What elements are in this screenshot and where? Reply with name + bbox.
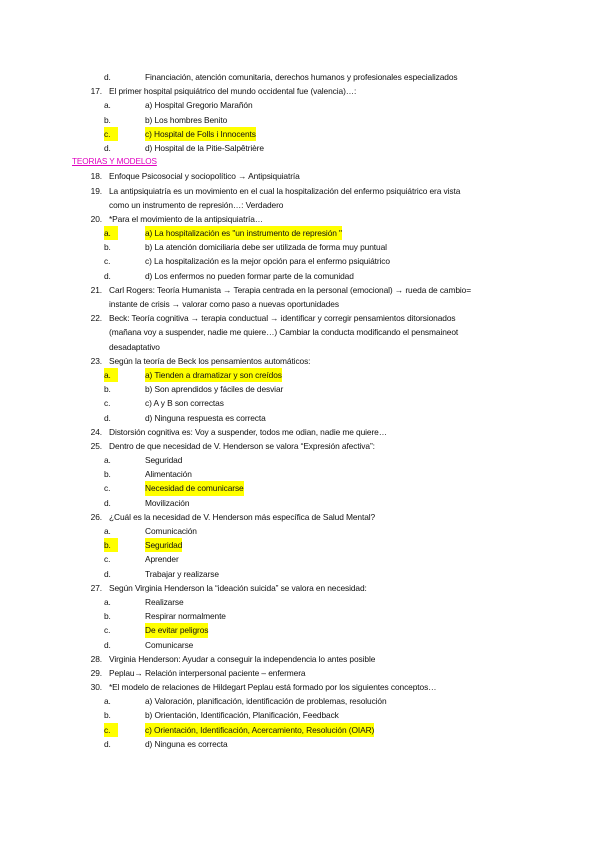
highlighted-answer-text: a) La hospitalización es "un instrumento de represión " — [145, 226, 342, 240]
list-marker: b. — [104, 114, 111, 125]
list-marker: a. — [104, 100, 111, 111]
line-text: Carl Rogers: Teoría Humanista → Terapia centrada en la personal (emocional) → rueda de cambio= — [109, 284, 472, 295]
list-marker: d. — [104, 639, 111, 650]
line-text: Comunicación — [145, 526, 197, 536]
list-marker: c. — [104, 127, 118, 141]
line-text: TEORIAS Y MODELOS — [72, 157, 157, 167]
list-marker: 20. — [90, 213, 102, 224]
answer-option — [0, 723, 600, 737]
list-marker: b. — [104, 384, 111, 395]
line-text: (mañana voy a suspender, nadie me quiere…) Cambiar la conducta modificando el pensmaineot — [109, 327, 459, 338]
answer-option — [0, 638, 600, 652]
answer-option — [0, 467, 600, 481]
line-text: Según la teoría de Beck los pensamientos automáticos: — [109, 355, 311, 366]
line-text: Beck: Teoría cognitiva → terapia conductual → identificar y corregir pensamientos ditorsionados — [109, 313, 456, 324]
section-heading — [0, 155, 600, 169]
list-marker: d. — [104, 568, 111, 579]
answer-option — [0, 396, 600, 410]
list-marker: 29. — [90, 667, 102, 678]
list-marker: b. — [104, 611, 111, 622]
line-text: c) A y B son correctas — [145, 398, 224, 409]
highlighted-answer-text: Necesidad de comunicarse — [145, 481, 244, 495]
answer-option — [0, 496, 600, 510]
answer-option — [0, 240, 600, 254]
question-item — [0, 581, 600, 595]
line-text: Aprender — [145, 554, 179, 565]
answer-option — [0, 623, 600, 637]
line-text: Distorsión cognitiva es: Voy a suspender, todos me odian, nadie me quiere… — [109, 426, 387, 437]
line-text: Financiación, atención comunitaria, derechos humanos y profesionales especializados — [145, 72, 458, 82]
list-marker: 17. — [90, 86, 102, 97]
list-marker: 24. — [90, 426, 102, 437]
line-text: El primer hospital psiquiátrico del mundo occidental fue (valencia)…: — [109, 86, 357, 97]
line-text: Dentro de que necesidad de V. Henderson se valora “Expresión afectiva”: — [109, 440, 375, 451]
answer-option — [0, 113, 600, 127]
list-marker: a. — [104, 526, 111, 536]
line-text: b) La atención domiciliaria debe ser utilizada de forma muy puntual — [145, 242, 387, 253]
document-page — [0, 70, 600, 751]
question-item — [0, 84, 600, 98]
list-marker: 26. — [90, 511, 102, 522]
answer-option — [0, 127, 600, 141]
continuation-line — [0, 198, 600, 212]
continuation-line — [0, 297, 600, 311]
line-text: b) Los hombres Benito — [145, 114, 228, 125]
list-marker: b. — [104, 469, 111, 480]
answer-option — [0, 254, 600, 268]
line-text: La antipsiquiatría es un movimiento en el cual la hospitalización del enfermo psiquiátrico era vista — [109, 185, 461, 196]
list-marker: b. — [104, 538, 118, 552]
list-marker: c. — [104, 554, 111, 565]
answer-option — [0, 141, 600, 155]
question-item — [0, 666, 600, 680]
list-marker: a. — [104, 696, 111, 707]
line-text: *Para el movimiento de la antipsiquiatría… — [109, 213, 264, 224]
list-marker: a. — [104, 596, 111, 607]
list-marker: a. — [104, 368, 118, 382]
question-item — [0, 283, 600, 297]
highlighted-answer-text: Seguridad — [145, 538, 182, 552]
line-text: Comunicarse — [145, 639, 194, 650]
answer-option — [0, 538, 600, 552]
line-text: a) Valoración, planificación, identificación de problemas, resolución — [145, 696, 387, 707]
list-marker: 27. — [90, 582, 102, 593]
line-text: instante de crisis → valorar como paso a nuevas oportunidades — [109, 299, 339, 309]
list-marker: b. — [104, 242, 111, 253]
line-text: b) Orientación, Identificación, Planificación, Feedback — [145, 710, 339, 721]
list-marker: 28. — [90, 653, 102, 664]
question-item — [0, 169, 600, 183]
list-marker: c. — [104, 483, 111, 494]
list-marker: b. — [104, 710, 111, 721]
answer-option — [0, 70, 600, 84]
line-text: Alimentación — [145, 469, 192, 480]
question-item — [0, 354, 600, 368]
answer-option — [0, 552, 600, 566]
line-text: Movilización — [145, 497, 190, 508]
line-text: Trabajar y realizarse — [145, 568, 219, 579]
list-marker: 23. — [90, 355, 102, 366]
list-marker: d. — [104, 497, 111, 508]
line-text: Enfoque Psicosocial y sociopolítico → Antipsiquiatría — [109, 171, 300, 182]
line-text: Virginia Henderson: Ayudar a conseguir la independencia lo antes posible — [109, 653, 376, 664]
highlighted-answer-text: De evitar peligros — [145, 623, 208, 637]
answer-option — [0, 694, 600, 708]
question-item — [0, 311, 600, 325]
list-marker: d. — [104, 270, 111, 281]
question-item — [0, 439, 600, 453]
answer-option — [0, 567, 600, 581]
answer-option — [0, 382, 600, 396]
list-marker: d. — [104, 412, 111, 423]
list-marker: a. — [104, 455, 111, 466]
answer-option — [0, 269, 600, 283]
answer-option — [0, 524, 600, 538]
answer-option — [0, 368, 600, 382]
line-text: Seguridad — [145, 455, 183, 466]
list-marker: 18. — [90, 171, 102, 182]
answer-option — [0, 411, 600, 425]
list-marker: c. — [104, 398, 111, 409]
answer-option — [0, 595, 600, 609]
highlighted-answer-text: c) Hospital de Folls i Innocents — [145, 127, 256, 141]
line-text: d) Ninguna es correcta — [145, 738, 228, 749]
list-marker: c. — [104, 256, 111, 267]
list-marker: 22. — [90, 313, 102, 324]
line-text: Realizarse — [145, 596, 184, 607]
list-marker: c. — [104, 625, 111, 636]
list-marker: d. — [104, 142, 111, 153]
question-item — [0, 212, 600, 226]
line-text: d) Los enfermos no pueden formar parte de la comunidad — [145, 270, 354, 281]
answer-option — [0, 481, 600, 495]
list-marker: 25. — [90, 440, 102, 451]
line-text: d) Ninguna respuesta es correcta — [145, 412, 266, 423]
highlighted-answer-text: a) Tienden a dramatizar y son creídos — [145, 368, 282, 382]
list-marker: c. — [104, 723, 118, 737]
line-text: d) Hospital de la Pitie-Salpêtrière — [145, 142, 264, 153]
list-marker: d. — [104, 72, 111, 82]
question-item — [0, 425, 600, 439]
line-text: como un instrumento de represión…: Verdadero — [109, 199, 284, 210]
line-text: b) Son aprendidos y fáciles de desviar — [145, 384, 284, 395]
list-marker: d. — [104, 738, 111, 749]
question-item — [0, 184, 600, 198]
answer-option — [0, 609, 600, 623]
answer-option — [0, 226, 600, 240]
continuation-line — [0, 325, 600, 339]
answer-option — [0, 708, 600, 722]
line-text: desadaptativo — [109, 341, 160, 352]
answer-option — [0, 737, 600, 751]
highlighted-answer-text: c) Orientación, Identificación, Acercamiento, Resolución (OIAR) — [145, 723, 374, 737]
list-marker: a. — [104, 226, 118, 240]
list-marker: 21. — [90, 284, 102, 295]
line-text: Respirar normalmente — [145, 611, 226, 622]
list-marker: 19. — [90, 185, 102, 196]
line-text: Peplau→ Relación interpersonal paciente – enfermera — [109, 667, 306, 678]
line-text: ¿Cuál es la necesidad de V. Henderson más específica de Salud Mental? — [109, 511, 376, 522]
line-text: *El modelo de relaciones de Hildegart Peplau está formado por los siguientes conceptos… — [109, 682, 437, 693]
list-marker: 30. — [90, 682, 102, 693]
line-text: Según Virginia Henderson la “ideación suicida” se valora en necesidad: — [109, 582, 367, 593]
question-item — [0, 652, 600, 666]
line-text: c) La hospitalización es la mejor opción para el enfermo psiquiátrico — [145, 256, 390, 267]
line-text: a) Hospital Gregorio Marañón — [145, 100, 253, 111]
question-item — [0, 510, 600, 524]
answer-option — [0, 453, 600, 467]
question-item — [0, 680, 600, 694]
continuation-line — [0, 340, 600, 354]
answer-option — [0, 98, 600, 112]
